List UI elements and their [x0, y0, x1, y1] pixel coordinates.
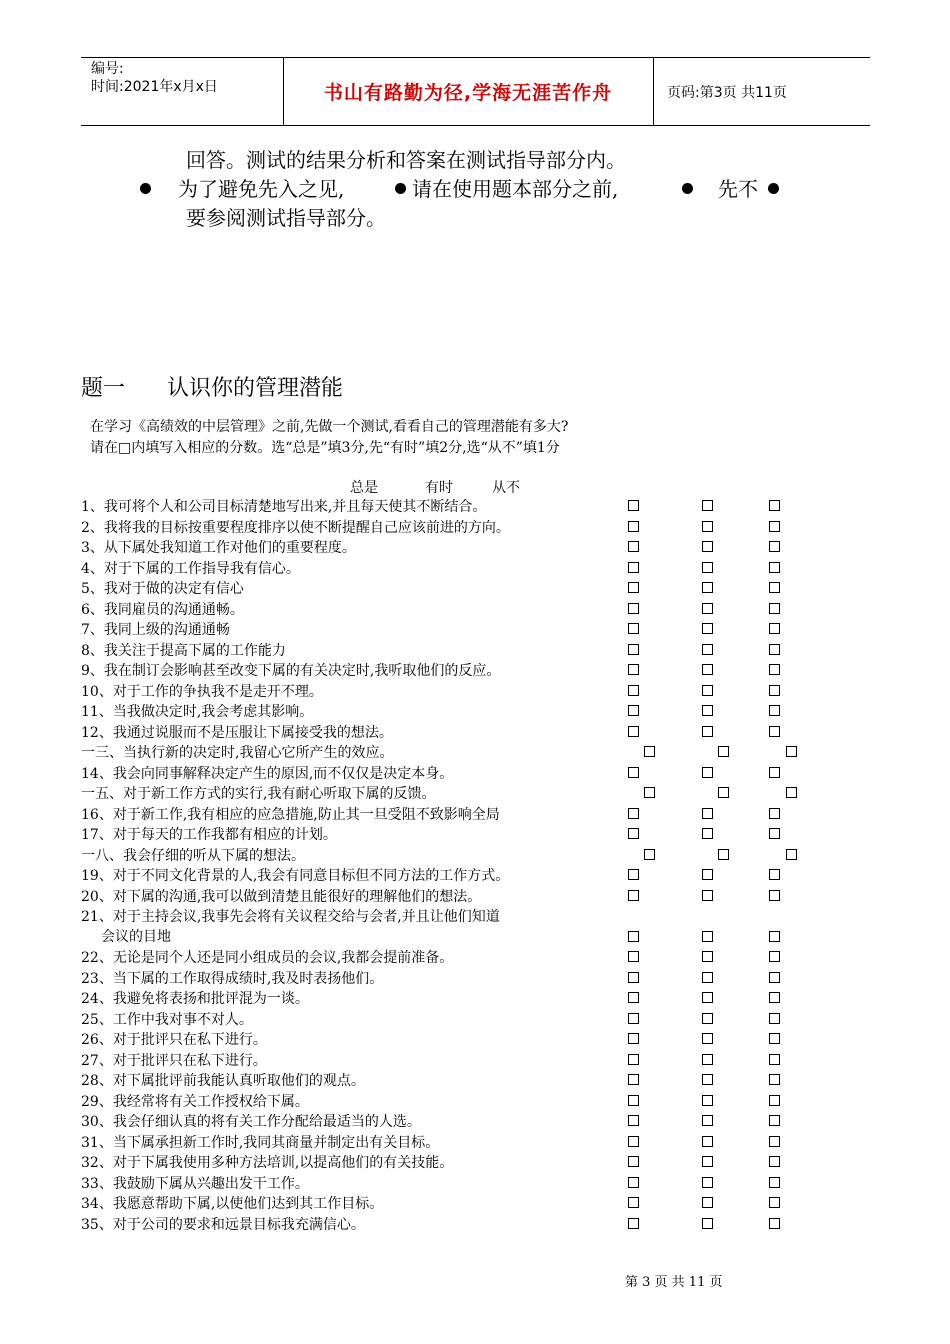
checkbox-always[interactable]	[628, 1115, 639, 1126]
checkbox-sometimes[interactable]	[718, 746, 729, 757]
checkbox-always[interactable]	[628, 1054, 639, 1065]
question-text: 4、对于下属的工作指导我有信心。	[81, 560, 300, 577]
checkbox-sometimes[interactable]	[702, 685, 713, 696]
checkbox-always[interactable]	[628, 1218, 639, 1229]
checkbox-never[interactable]	[769, 1095, 780, 1106]
checkbox-never[interactable]	[769, 562, 780, 573]
checkbox-never[interactable]	[769, 685, 780, 696]
checkbox-always[interactable]	[628, 972, 639, 983]
checkbox-always[interactable]	[628, 1095, 639, 1106]
question-text: 27、对于批评只在私下进行。	[81, 1052, 267, 1069]
intro-line-1: 回答。测试的结果分析和答案在测试指导部分内。	[186, 148, 626, 172]
checkbox-always[interactable]	[644, 787, 655, 798]
checkbox-never[interactable]	[769, 992, 780, 1003]
question-text: 24、我避免将表扬和批评混为一谈。	[81, 991, 309, 1007]
question-text: 16、对于新工作,我有相应的应急措施,防止其一旦受阻不致影响全局	[81, 806, 500, 823]
page-footer: 第 3 页 共 11 页	[625, 1275, 723, 1290]
question-text: 28、对下属批评前我能认真听取他们的观点。	[81, 1073, 365, 1089]
time-label: 时间:2021年x月x日	[91, 79, 218, 95]
checkbox-never[interactable]	[769, 644, 780, 655]
checkbox-never[interactable]	[769, 705, 780, 716]
checkbox-always[interactable]	[644, 746, 655, 757]
checkbox-never[interactable]	[769, 828, 780, 839]
question-text: 30、我会仔细认真的将有关工作分配给最适当的人选。	[81, 1114, 421, 1130]
checkbox-always[interactable]	[628, 705, 639, 716]
checkbox-never[interactable]	[786, 787, 797, 798]
question-text: 31、当下属承担新工作时,我同其商量并制定出有关目标。	[81, 1134, 440, 1151]
section-title	[81, 371, 343, 402]
checkbox-always[interactable]	[628, 869, 639, 880]
question-text: 22、无论是同个人还是同小组成员的会议,我都会提前准备。	[81, 950, 454, 966]
question-text: 34、我愿意帮助下属,以使他们达到其工作目标。	[81, 1196, 384, 1212]
checkbox-sometimes[interactable]	[702, 992, 713, 1003]
checkbox-always[interactable]	[628, 521, 639, 532]
question-text: 5、我对于做的决定有信心	[81, 581, 244, 597]
checkbox-sometimes[interactable]	[702, 1095, 713, 1106]
checkbox-sometimes[interactable]	[702, 500, 713, 511]
intro-line-2a: 为了避免先入之见,	[178, 177, 345, 201]
instruction-line-2: 请在□内填写入相应的分数。选“总是”填3分,先“有时”填2分,选“从不”填1分	[90, 440, 560, 456]
question-text: 25、工作中我对事不对人。	[81, 1011, 253, 1028]
question-text: 11、当我做决定时,我会考虑其影响。	[81, 704, 314, 720]
checkbox-always[interactable]	[628, 1177, 639, 1188]
checkbox-always[interactable]	[628, 931, 639, 942]
column-header-sometimes: 有时	[425, 480, 453, 496]
intro-line-3: 要参阅测试指导部分。	[186, 206, 386, 230]
checkbox-never[interactable]	[769, 1197, 780, 1208]
checkbox-sometimes[interactable]	[702, 1197, 713, 1208]
header-divider	[653, 58, 654, 125]
bullet-icon	[140, 183, 151, 194]
checkbox-never[interactable]	[769, 890, 780, 901]
checkbox-always[interactable]	[628, 500, 639, 511]
checkbox-sometimes[interactable]	[702, 1033, 713, 1044]
checkbox-never[interactable]	[769, 541, 780, 552]
instruction-line-1: 在学习《高绩效的中层管理》之前,先做一个测试,看看自己的管理潜能有多大?	[90, 419, 569, 435]
checkbox-sometimes[interactable]	[702, 521, 713, 532]
page-header	[81, 57, 870, 126]
checkbox-always[interactable]	[628, 644, 639, 655]
checkbox-sometimes[interactable]	[702, 869, 713, 880]
checkbox-sometimes[interactable]	[702, 1156, 713, 1167]
checkbox-never[interactable]	[769, 1218, 780, 1229]
checkbox-sometimes[interactable]	[702, 767, 713, 778]
checkbox-always[interactable]	[644, 849, 655, 860]
checkbox-never[interactable]	[769, 623, 780, 634]
column-header-never: 从不	[492, 480, 520, 496]
checkbox-always[interactable]	[628, 890, 639, 901]
checkbox-sometimes[interactable]	[718, 787, 729, 798]
checkbox-sometimes[interactable]	[702, 705, 713, 716]
section-number: 题一	[81, 376, 126, 401]
checkbox-sometimes[interactable]	[702, 972, 713, 983]
checkbox-sometimes[interactable]	[702, 931, 713, 942]
question-text: 20、对下属的沟通,我可以做到清楚且能很好的理解他们的想法。	[81, 888, 482, 905]
checkbox-never[interactable]	[769, 972, 780, 983]
checkbox-sometimes[interactable]	[702, 1115, 713, 1126]
question-text: 17、对于每天的工作我都有相应的计划。	[81, 827, 337, 843]
header-page-info: 页码:第3页 共11页	[667, 84, 787, 101]
checkbox-sometimes[interactable]	[702, 603, 713, 614]
checkbox-never[interactable]	[769, 726, 780, 737]
checkbox-never[interactable]	[769, 500, 780, 511]
question-text-continued: 会议的目地	[101, 929, 171, 945]
checkbox-sometimes[interactable]	[702, 1013, 713, 1024]
checkbox-sometimes[interactable]	[702, 1218, 713, 1229]
question-text: 8、我关注于提高下属的工作能力	[81, 642, 286, 659]
bullet-icon	[395, 183, 406, 194]
checkbox-never[interactable]	[786, 849, 797, 860]
question-text: 32、对于下属我使用多种方法培训,以提高他们的有关技能。	[81, 1155, 454, 1171]
question-text: 19、对于不同文化背景的人,我会有同意目标但不同方法的工作方式。	[81, 868, 510, 884]
checkbox-sometimes[interactable]	[702, 890, 713, 901]
checkbox-sometimes[interactable]	[702, 541, 713, 552]
checkbox-always[interactable]	[628, 1197, 639, 1208]
checkbox-always[interactable]	[628, 623, 639, 634]
number-label: 编号:	[91, 61, 124, 77]
checkbox-always[interactable]	[628, 992, 639, 1003]
question-text: 33、我鼓励下属从兴趣出发干工作。	[81, 1175, 309, 1192]
checkbox-sometimes[interactable]	[718, 849, 729, 860]
question-text: 29、我经常将有关工作授权给下属。	[81, 1093, 309, 1110]
checkbox-sometimes[interactable]	[702, 1054, 713, 1065]
checkbox-sometimes[interactable]	[702, 951, 713, 962]
question-text: 23、当下属的工作取得成绩时,我及时表扬他们。	[81, 970, 384, 987]
checkbox-never[interactable]	[769, 1136, 780, 1147]
checkbox-sometimes[interactable]	[702, 1074, 713, 1085]
question-text: 10、对于工作的争执我不是走开不理。	[81, 683, 323, 700]
checkbox-always[interactable]	[628, 1013, 639, 1024]
checkbox-always[interactable]	[628, 726, 639, 737]
checkbox-sometimes[interactable]	[702, 828, 713, 839]
question-text: 3、从下属处我知道工作对他们的重要程度。	[81, 540, 356, 556]
intro-line-2c: 先不	[718, 177, 758, 201]
checkbox-always[interactable]	[628, 1033, 639, 1044]
checkbox-sometimes[interactable]	[702, 1177, 713, 1188]
checkbox-always[interactable]	[628, 541, 639, 552]
header-motto: 书山有路勤为径,学海无涯苦作舟	[323, 82, 613, 104]
checkbox-never[interactable]	[769, 1115, 780, 1126]
question-text: 一三、当执行新的决定时,我留心它所产生的效应。	[81, 745, 394, 761]
question-text: 7、我同上级的沟通通畅	[81, 622, 230, 638]
checkbox-always[interactable]	[628, 1156, 639, 1167]
section-name: 认识你的管理潜能	[167, 376, 344, 401]
checkbox-always[interactable]	[628, 808, 639, 819]
checkbox-always[interactable]	[628, 562, 639, 573]
question-text: 一八、我会仔细的听从下属的想法。	[81, 847, 305, 864]
intro-line-2b: 请在使用题本部分之前,	[412, 177, 619, 201]
checkbox-always[interactable]	[628, 603, 639, 614]
checkbox-sometimes[interactable]	[702, 808, 713, 819]
checkbox-never[interactable]	[769, 1054, 780, 1065]
checkbox-sometimes[interactable]	[702, 664, 713, 675]
bullet-icon	[682, 183, 693, 194]
checkbox-sometimes[interactable]	[702, 582, 713, 593]
checkbox-never[interactable]	[769, 767, 780, 778]
question-text: 一五、对于新工作方式的实行,我有耐心听取下属的反馈。	[81, 786, 436, 802]
checkbox-never[interactable]	[769, 1156, 780, 1167]
checkbox-never[interactable]	[769, 808, 780, 819]
checkbox-never[interactable]	[769, 1074, 780, 1085]
checkbox-never[interactable]	[769, 931, 780, 942]
checkbox-never[interactable]	[769, 664, 780, 675]
checkbox-never[interactable]	[769, 951, 780, 962]
checkbox-always[interactable]	[628, 1136, 639, 1147]
checkbox-never[interactable]	[786, 746, 797, 757]
checkbox-always[interactable]	[628, 582, 639, 593]
checkbox-never[interactable]	[769, 1177, 780, 1188]
question-text: 9、我在制订会影响甚至改变下属的有关决定时,我听取他们的反应。	[81, 663, 501, 679]
checkbox-sometimes[interactable]	[702, 644, 713, 655]
bullet-icon	[768, 183, 779, 194]
checkbox-sometimes[interactable]	[702, 562, 713, 573]
checkbox-never[interactable]	[769, 582, 780, 593]
question-text: 35、对于公司的要求和远景目标我充满信心。	[81, 1216, 365, 1233]
question-text: 6、我同雇员的沟通通畅。	[81, 601, 244, 618]
question-text: 2、我将我的目标按重要程度排序以使不断提醒自己应该前进的方向。	[81, 519, 510, 536]
checkbox-sometimes[interactable]	[702, 726, 713, 737]
header-meta	[91, 60, 281, 96]
checkbox-always[interactable]	[628, 767, 639, 778]
question-text: 1、我可将个人和公司目标清楚地写出来,并且每天使其不断结合。	[81, 499, 487, 515]
question-text: 21、对于主持会议,我事先会将有关议程交给与会者,并且让他们知道	[81, 909, 500, 925]
checkbox-always[interactable]	[628, 951, 639, 962]
checkbox-never[interactable]	[769, 869, 780, 880]
checkbox-never[interactable]	[769, 603, 780, 614]
question-text: 14、我会向同事解释决定产生的原因,而不仅仅是决定本身。	[81, 765, 454, 782]
column-header-always: 总是	[350, 480, 378, 496]
question-text: 26、对于批评只在私下进行。	[81, 1032, 267, 1048]
checkbox-never[interactable]	[769, 1013, 780, 1024]
checkbox-sometimes[interactable]	[702, 1136, 713, 1147]
checkbox-sometimes[interactable]	[702, 623, 713, 634]
checkbox-always[interactable]	[628, 1074, 639, 1085]
checkbox-always[interactable]	[628, 828, 639, 839]
checkbox-always[interactable]	[628, 685, 639, 696]
checkbox-never[interactable]	[769, 521, 780, 532]
checkbox-never[interactable]	[769, 1033, 780, 1044]
question-text: 12、我通过说服而不是压服让下属接受我的想法。	[81, 724, 393, 741]
checkbox-always[interactable]	[628, 664, 639, 675]
